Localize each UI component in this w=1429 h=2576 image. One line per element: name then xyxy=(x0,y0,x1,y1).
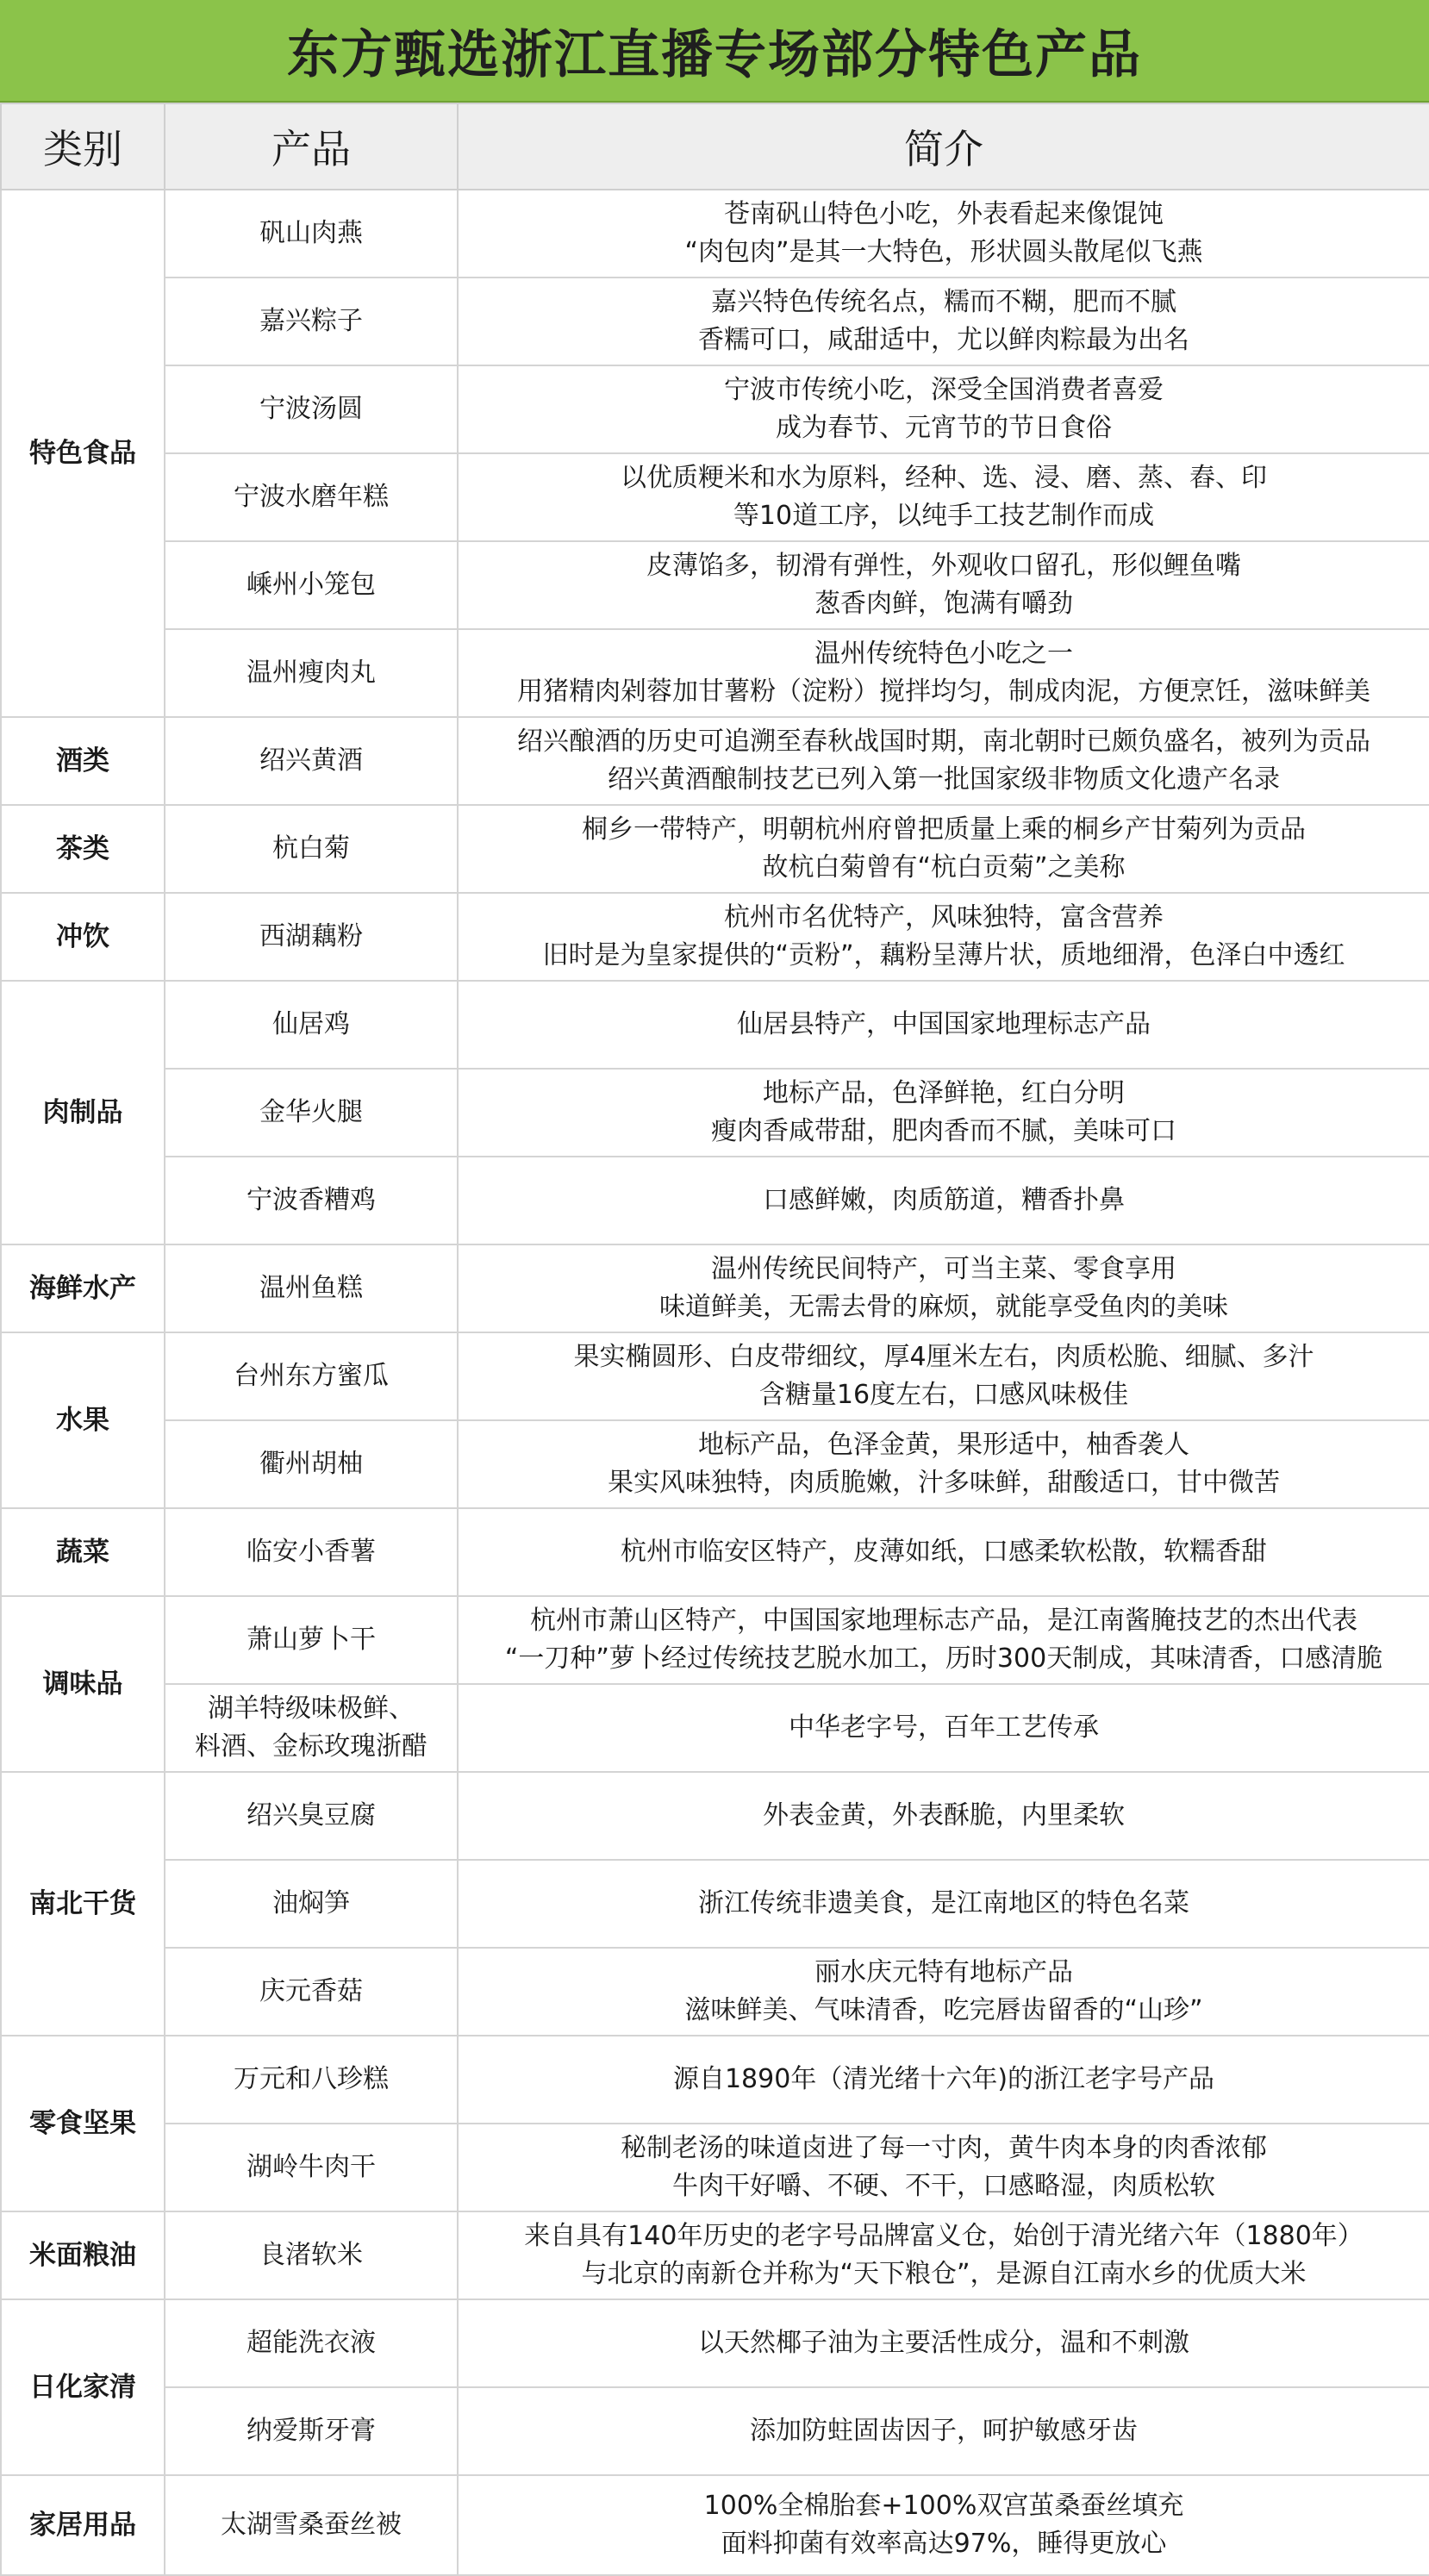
product-cell: 临安小香薯 xyxy=(165,1508,458,1596)
category-cell: 冲饮 xyxy=(1,893,165,981)
description-cell xyxy=(458,190,1429,278)
description-line: 杭州市临安区特产，皮薄如纸，口感柔软松散，软糯香甜 xyxy=(621,1537,1267,1567)
table-row xyxy=(1,2211,1429,2299)
table-header-row xyxy=(1,103,1429,190)
product-cell: 太湖雪桑蚕丝被 xyxy=(165,2475,458,2575)
description-cell xyxy=(458,1948,1429,2036)
table-row xyxy=(1,541,1429,629)
header-product: 产品 xyxy=(165,103,458,190)
table-row xyxy=(1,893,1429,981)
description-line: 外表金黄，外表酥脆，内里柔软 xyxy=(763,1800,1125,1831)
description-line: 瘦肉香咸带甜，肥肉香而不腻，美味可口 xyxy=(711,1116,1176,1146)
table-row xyxy=(1,2036,1429,2124)
description-line: 来自具有140年历史的老字号品牌富义仓，始创于清光绪六年（1880年） xyxy=(524,2221,1363,2251)
description-line: 杭州市萧山区特产，中国国家地理标志产品，是江南酱腌技艺的杰出代表 xyxy=(530,1606,1357,1636)
category-cell: 家居用品 xyxy=(1,2475,165,2575)
product-cell: 仙居鸡 xyxy=(165,981,458,1069)
table-row xyxy=(1,981,1429,1069)
table-row xyxy=(1,717,1429,805)
description-line: 地标产品，色泽鲜艳，红白分明 xyxy=(763,1078,1125,1108)
description-line: 浙江传统非遗美食，是江南地区的特色名菜 xyxy=(698,1888,1189,1918)
table-row xyxy=(1,1332,1429,1420)
table-row xyxy=(1,1860,1429,1948)
description-line: 桐乡一带特产，明朝杭州府曾把质量上乘的桐乡产甘菊列为贡品 xyxy=(582,814,1306,845)
category-cell: 日化家清 xyxy=(1,2299,165,2475)
table-row xyxy=(1,1157,1429,1244)
description-cell xyxy=(458,453,1429,541)
header-description: 简介 xyxy=(458,103,1429,190)
product-cell: 衢州胡柚 xyxy=(165,1420,458,1508)
product-cell: 温州瘦肉丸 xyxy=(165,629,458,717)
table-row xyxy=(1,190,1429,278)
table-row xyxy=(1,1508,1429,1596)
description-line: 丽水庆元特有地标产品 xyxy=(814,1957,1073,1987)
description-cell xyxy=(458,1069,1429,1157)
description-cell xyxy=(458,981,1429,1069)
table-row xyxy=(1,1420,1429,1508)
category-cell: 水果 xyxy=(1,1332,165,1508)
description-line: 面料抑菌有效率高达97%，睡得更放心 xyxy=(721,2529,1167,2559)
description-line: 葱香肉鲜，饱满有嚼劲 xyxy=(814,589,1073,619)
table-row xyxy=(1,2299,1429,2387)
product-table xyxy=(0,103,1429,2576)
category-cell: 肉制品 xyxy=(1,981,165,1244)
description-cell xyxy=(458,717,1429,805)
category-cell: 海鲜水产 xyxy=(1,1244,165,1332)
table-row xyxy=(1,1948,1429,2036)
product-cell xyxy=(165,1684,458,1772)
product-cell: 纳爱斯牙膏 xyxy=(165,2387,458,2475)
product-cell: 萧山萝卜干 xyxy=(165,1596,458,1684)
table-row xyxy=(1,278,1429,365)
description-line: 牛肉干好嚼、不硬、不干，口感略湿，肉质松软 xyxy=(672,2171,1215,2201)
table-row xyxy=(1,2124,1429,2211)
table-row xyxy=(1,365,1429,453)
description-cell xyxy=(458,1244,1429,1332)
category-cell: 南北干货 xyxy=(1,1772,165,2036)
product-cell: 湖岭牛肉干 xyxy=(165,2124,458,2211)
description-line: 杭州市名优特产，风味独特，富含营养 xyxy=(724,902,1164,932)
product-cell: 西湖藕粉 xyxy=(165,893,458,981)
description-cell xyxy=(458,629,1429,717)
category-cell: 调味品 xyxy=(1,1596,165,1772)
table-row xyxy=(1,1244,1429,1332)
description-line: 香糯可口，咸甜适中，尤以鲜肉粽最为出名 xyxy=(698,325,1189,355)
description-cell xyxy=(458,1157,1429,1244)
product-cell: 宁波汤圆 xyxy=(165,365,458,453)
description-cell xyxy=(458,805,1429,893)
table-row xyxy=(1,1772,1429,1860)
description-line: 绍兴黄酒酿制技艺已列入第一批国家级非物质文化遗产名录 xyxy=(608,764,1280,795)
product-cell: 嵊州小笼包 xyxy=(165,541,458,629)
category-cell: 米面粮油 xyxy=(1,2211,165,2299)
description-line: 宁波市传统小吃，深受全国消费者喜爱 xyxy=(724,375,1164,405)
category-cell: 特色食品 xyxy=(1,190,165,717)
description-line: 皮薄馅多，韧滑有弹性，外观收口留孔，形似鲤鱼嘴 xyxy=(646,551,1241,581)
description-line: “一刀种”萝卜经过传统技艺脱水加工，历时300天制成，其味清香，口感清脆 xyxy=(504,1644,1383,1674)
description-cell xyxy=(458,893,1429,981)
product-cell: 油焖笋 xyxy=(165,1860,458,1948)
description-line: 果实风味独特，肉质脆嫩，汁多味鲜，甜酸适口，甘中微苦 xyxy=(608,1468,1280,1498)
description-line: 温州传统特色小吃之一 xyxy=(814,639,1073,669)
description-line: 苍南矾山特色小吃，外表看起来像馄饨 xyxy=(724,199,1164,229)
product-cell: 温州鱼糕 xyxy=(165,1244,458,1332)
product-cell: 台州东方蜜瓜 xyxy=(165,1332,458,1420)
product-cell: 矾山肉燕 xyxy=(165,190,458,278)
category-cell: 茶类 xyxy=(1,805,165,893)
description-line: 成为春节、元宵节的节日食俗 xyxy=(776,413,1112,443)
description-cell xyxy=(458,541,1429,629)
description-line: 与北京的南新仓并称为“天下粮仓”，是源自江南水乡的优质大米 xyxy=(581,2259,1307,2289)
description-line: 故杭白菊曾有“杭白贡菊”之美称 xyxy=(762,852,1126,883)
table-row xyxy=(1,805,1429,893)
table-row xyxy=(1,2475,1429,2575)
table-row xyxy=(1,1596,1429,1684)
description-line: 100%全棉胎套+100%双宫茧桑蚕丝填充 xyxy=(703,2491,1184,2521)
description-line: 滋味鲜美、气味清香，吃完唇齿留香的“山珍” xyxy=(684,1995,1203,2025)
description-line: 以天然椰子油为主要活性成分，温和不刺激 xyxy=(698,2328,1189,2358)
description-cell xyxy=(458,2387,1429,2475)
product-cell: 良渚软米 xyxy=(165,2211,458,2299)
description-cell xyxy=(458,2299,1429,2387)
description-cell xyxy=(458,1332,1429,1420)
table-body xyxy=(1,190,1429,2575)
description-line: 添加防蛀固齿因子，呵护敏感牙齿 xyxy=(750,2416,1138,2446)
description-cell xyxy=(458,1684,1429,1772)
product-cell: 绍兴黄酒 xyxy=(165,717,458,805)
product-cell: 宁波香糟鸡 xyxy=(165,1157,458,1244)
description-line: 果实椭圆形、白皮带细纹，厚4厘米左右，肉质松脆、细腻、多汁 xyxy=(573,1342,1314,1372)
product-cell: 杭白菊 xyxy=(165,805,458,893)
table-row xyxy=(1,1684,1429,1772)
product-line: 料酒、金标玫瑰浙醋 xyxy=(195,1731,427,1762)
header-category: 类别 xyxy=(1,103,165,190)
description-line: 含糖量16度左右，口感风味极佳 xyxy=(758,1380,1129,1410)
page-title: 东方甄选浙江直播专场部分特色产品 xyxy=(0,0,1429,103)
description-line: 源自1890年（清光绪十六年)的浙江老字号产品 xyxy=(672,2064,1215,2094)
description-line: 口感鲜嫩，肉质筋道，糟香扑鼻 xyxy=(763,1185,1125,1215)
table-row xyxy=(1,2387,1429,2475)
category-cell: 零食坚果 xyxy=(1,2036,165,2211)
description-line: 以优质粳米和水为原料，经种、选、浸、磨、蒸、舂、印 xyxy=(621,463,1267,493)
category-cell: 酒类 xyxy=(1,717,165,805)
description-cell xyxy=(458,2036,1429,2124)
description-line: “肉包肉”是其一大特色，形状圆头散尾似飞燕 xyxy=(684,237,1203,267)
product-cell: 宁波水磨年糕 xyxy=(165,453,458,541)
description-line: 味道鲜美，无需去骨的麻烦，就能享受鱼肉的美味 xyxy=(659,1292,1228,1322)
product-cell: 万元和八珍糕 xyxy=(165,2036,458,2124)
product-cell: 超能洗衣液 xyxy=(165,2299,458,2387)
description-line: 嘉兴特色传统名点，糯而不糊，肥而不腻 xyxy=(711,287,1176,317)
table-row xyxy=(1,629,1429,717)
description-cell xyxy=(458,1420,1429,1508)
description-line: 秘制老汤的味道卤进了每一寸肉，黄牛肉本身的肉香浓郁 xyxy=(621,2133,1267,2163)
table-row xyxy=(1,1069,1429,1157)
description-cell xyxy=(458,365,1429,453)
description-cell xyxy=(458,1860,1429,1948)
product-cell: 绍兴臭豆腐 xyxy=(165,1772,458,1860)
table-row xyxy=(1,453,1429,541)
description-line: 绍兴酿酒的历史可追溯至春秋战国时期，南北朝时已颇负盛名，被列为贡品 xyxy=(517,727,1370,757)
product-line: 湖羊特级味极鲜、 xyxy=(208,1693,415,1724)
description-cell xyxy=(458,2124,1429,2211)
description-cell xyxy=(458,1772,1429,1860)
description-line: 温州传统民间特产，可当主菜、零食享用 xyxy=(711,1254,1176,1284)
description-line: 旧时是为皇家提供的“贡粉”，藕粉呈薄片状，质地细滑，色泽白中透红 xyxy=(542,940,1345,970)
description-cell xyxy=(458,278,1429,365)
product-cell: 金华火腿 xyxy=(165,1069,458,1157)
description-cell xyxy=(458,2475,1429,2575)
description-line: 仙居县特产，中国国家地理标志产品 xyxy=(737,1009,1151,1039)
description-line: 用猪精肉剁蓉加甘薯粉（淀粉）搅拌均匀，制成肉泥，方便烹饪，滋味鲜美 xyxy=(517,677,1370,707)
description-line: 中华老字号，百年工艺传承 xyxy=(789,1712,1099,1743)
description-line: 等10道工序，以纯手工技艺制作而成 xyxy=(733,501,1155,531)
description-cell xyxy=(458,1508,1429,1596)
product-cell: 庆元香菇 xyxy=(165,1948,458,2036)
description-cell xyxy=(458,2211,1429,2299)
product-cell: 嘉兴粽子 xyxy=(165,278,458,365)
description-line: 地标产品，色泽金黄，果形适中，柚香袭人 xyxy=(698,1430,1189,1460)
category-cell: 蔬菜 xyxy=(1,1508,165,1596)
description-cell xyxy=(458,1596,1429,1684)
